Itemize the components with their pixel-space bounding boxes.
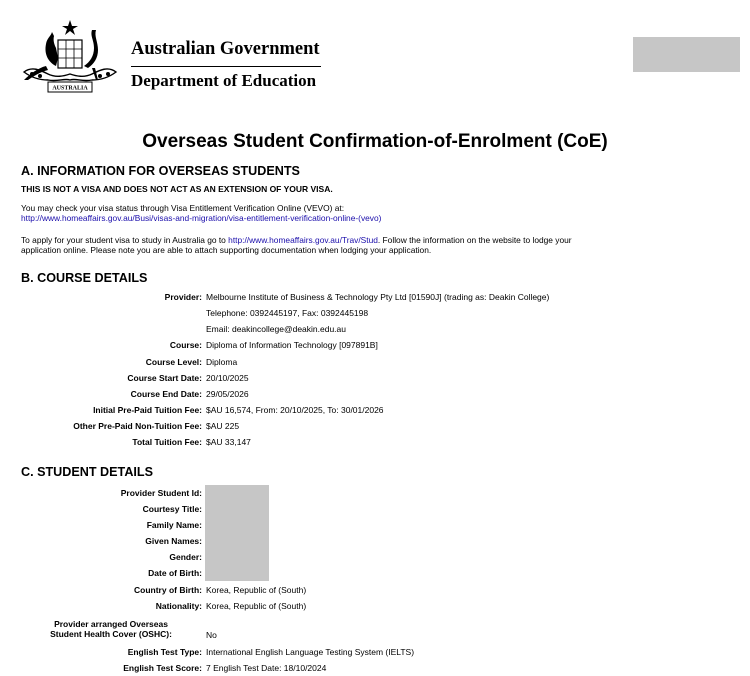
- english-test-score-value: 7 English Test Date: 18/10/2024: [206, 663, 327, 673]
- student-detail-row: [0, 487, 750, 499]
- course-detail-row: [0, 339, 750, 351]
- family-name-label: Family Name:: [146, 520, 202, 530]
- vevo-text: You may check your visa status through Visa Entitlement Verification Online (VEVO) at:: [21, 203, 345, 213]
- course-end-label: Course End Date:: [130, 389, 202, 399]
- course-detail-row: [0, 404, 750, 416]
- provider-phone: Telephone: 0392445197, Fax: 0392445198: [206, 308, 369, 318]
- course-detail-row: [0, 420, 750, 432]
- apply-link[interactable]: http://www.homeaffairs.gov.au/Trav/Stud: [228, 235, 378, 245]
- student-detail-row: [0, 503, 750, 515]
- document-header: [0, 0, 750, 110]
- government-wordmark: [131, 38, 321, 91]
- vevo-link[interactable]: http://www.homeaffairs.gov.au/Busi/visas-and-migration/visa-entitlement-verification-online-(vevo): [21, 213, 382, 223]
- government-name: Australian Government: [131, 39, 320, 59]
- student-detail-row: [0, 662, 750, 674]
- department-name: Department of Education: [131, 71, 317, 90]
- nationality-value: Korea, Republic of (South): [206, 601, 307, 611]
- country-of-birth-label: Country of Birth:: [134, 585, 202, 595]
- given-names-label: Given Names:: [145, 536, 202, 546]
- non-tuition-fee-value: $AU 225: [206, 421, 240, 431]
- course-detail-row: [0, 388, 750, 400]
- total-tuition-value: $AU 33,147: [206, 437, 251, 447]
- student-detail-row: [0, 567, 750, 579]
- crest-motto: AUSTRALIA: [52, 85, 88, 92]
- english-test-type-label: English Test Type:: [127, 647, 202, 657]
- document-title: Overseas Student Confirmation-of-Enrolment (CoE): [142, 131, 608, 152]
- oshc-label-line-1: Provider arranged Overseas: [54, 619, 168, 629]
- apply-text: To apply for your student visa to study in Australia go to: [21, 235, 229, 245]
- english-test-score-label: English Test Score:: [123, 663, 202, 673]
- course-detail-row: [0, 356, 750, 368]
- course-end-value: 29/05/2026: [206, 389, 249, 399]
- course-detail-row: [0, 372, 750, 384]
- course-detail-row: [0, 436, 750, 448]
- apply-paragraph: [21, 235, 736, 255]
- redacted-student-details: [205, 485, 269, 581]
- provider-value: Melbourne Institute of Business & Technology Pty Ltd [01590J] (trading as: Deakin College): [206, 292, 550, 302]
- initial-tuition-value: $AU 16,574, From: 20/10/2025, To: 30/01/2026: [206, 405, 384, 415]
- gender-label: Gender:: [169, 552, 202, 562]
- student-detail-row: [0, 551, 750, 563]
- course-level-label: Course Level:: [145, 357, 202, 367]
- provider-email: Email: deakincollege@deakin.edu.au: [206, 324, 346, 334]
- course-value: Diploma of Information Technology [097891B]: [206, 340, 378, 350]
- student-detail-row: [0, 535, 750, 547]
- student-id-label: Provider Student Id:: [120, 488, 202, 498]
- total-tuition-label: Total Tuition Fee:: [132, 437, 202, 447]
- nationality-label: Nationality:: [155, 601, 202, 611]
- student-detail-row: [0, 600, 750, 612]
- apply-text-line-2: application online. Please note you are able to attach supporting documentation when lodging your application.: [21, 245, 432, 255]
- initial-tuition-label: Initial Pre-Paid Tuition Fee:: [93, 405, 202, 415]
- course-detail-row: [0, 291, 750, 303]
- provider-label: Provider:: [164, 292, 202, 302]
- visa-notice: THIS IS NOT A VISA AND DOES NOT ACT AS AN EXTENSION OF YOUR VISA.: [21, 184, 333, 194]
- course-label: Course:: [169, 340, 202, 350]
- course-start-label: Course Start Date:: [127, 373, 202, 383]
- courtesy-title-label: Courtesy Title:: [142, 504, 202, 514]
- date-of-birth-label: Date of Birth:: [148, 568, 202, 578]
- oshc-value: No: [206, 630, 217, 640]
- apply-text-continued: . Follow the information on the website to lodge your: [377, 235, 572, 245]
- wordmark-divider: [131, 66, 321, 67]
- country-of-birth-value: Korea, Republic of (South): [206, 585, 307, 595]
- course-detail-row: [0, 323, 750, 335]
- section-a-heading: A. INFORMATION FOR OVERSEAS STUDENTS: [21, 164, 300, 178]
- student-detail-row: [0, 519, 750, 531]
- coat-of-arms-icon: [18, 18, 122, 98]
- course-start-value: 20/10/2025: [206, 373, 249, 383]
- course-level-value: Diploma: [206, 357, 238, 367]
- redacted-block: [633, 37, 740, 72]
- non-tuition-fee-label: Other Pre-Paid Non-Tuition Fee:: [73, 421, 202, 431]
- section-c-heading: C. STUDENT DETAILS: [21, 465, 154, 479]
- vevo-paragraph: [21, 203, 736, 223]
- student-detail-row: [0, 646, 750, 658]
- section-b-heading: B. COURSE DETAILS: [21, 271, 148, 285]
- course-detail-row: [0, 307, 750, 319]
- english-test-type-value: International English Language Testing System (IELTS): [206, 647, 415, 657]
- student-detail-row: [0, 584, 750, 596]
- oshc-label-line-2: Student Health Cover (OSHC):: [50, 629, 172, 639]
- student-detail-row: [0, 629, 750, 641]
